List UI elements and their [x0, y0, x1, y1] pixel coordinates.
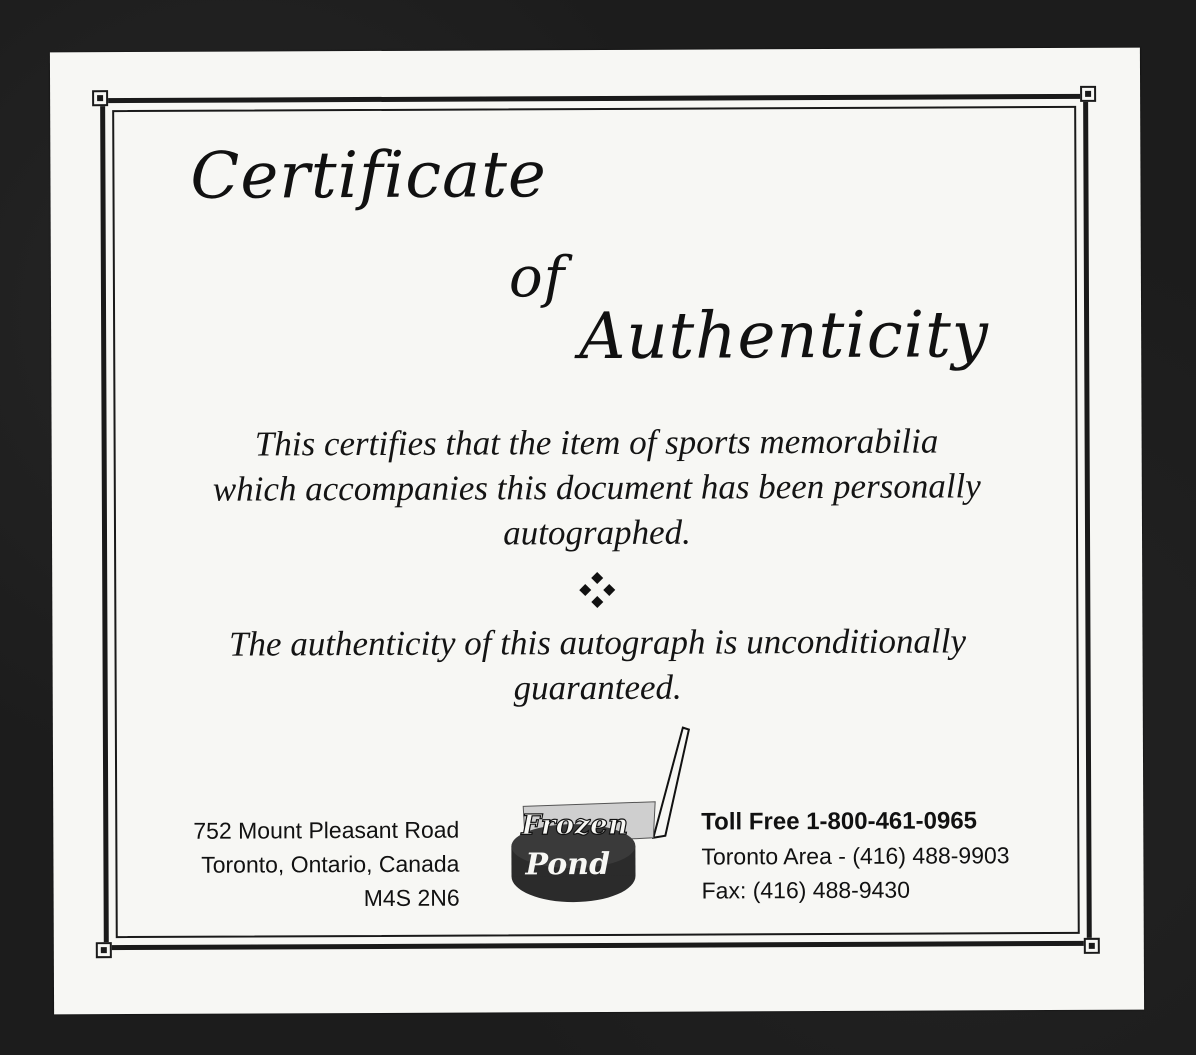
frozen-pond-logo — [485, 726, 696, 917]
corner-ornament-top-left — [92, 90, 108, 106]
logo-word-pond: Pond — [525, 846, 611, 883]
toll-free-number: Toll Free 1-800-461-0965 — [701, 807, 978, 836]
corner-ornament-bottom-right — [1084, 938, 1100, 954]
fax-number: Fax: (416) 488-9430 — [701, 876, 911, 904]
title-certificate: Certificate — [190, 138, 547, 214]
address-line-postal: M4S 2N6 — [363, 884, 460, 912]
guarantee-statement: The authenticity of this autograph is unconditionally guaranteed. — [228, 621, 967, 708]
title-authenticity: Authenticity — [578, 298, 990, 375]
address-line-city: Toronto, Ontario, Canada — [201, 850, 460, 878]
company-address — [153, 813, 459, 916]
corner-ornament-bottom-left — [96, 942, 112, 958]
address-line-street: 752 Mount Pleasant Road — [193, 816, 460, 844]
company-contact — [701, 804, 1010, 907]
certificate-paper — [50, 48, 1144, 1015]
corner-ornament-top-right — [1080, 86, 1096, 102]
toronto-area-number: Toronto Area - (416) 488-9903 — [701, 842, 1010, 870]
diamond-cluster-icon — [577, 570, 617, 610]
certification-statement: This certifies that the item of sports memorabilia which accompanies this document has been personally autographed. — [212, 421, 981, 553]
logo-word-frozen: Frozen — [521, 807, 629, 842]
title-of: of — [508, 245, 566, 311]
